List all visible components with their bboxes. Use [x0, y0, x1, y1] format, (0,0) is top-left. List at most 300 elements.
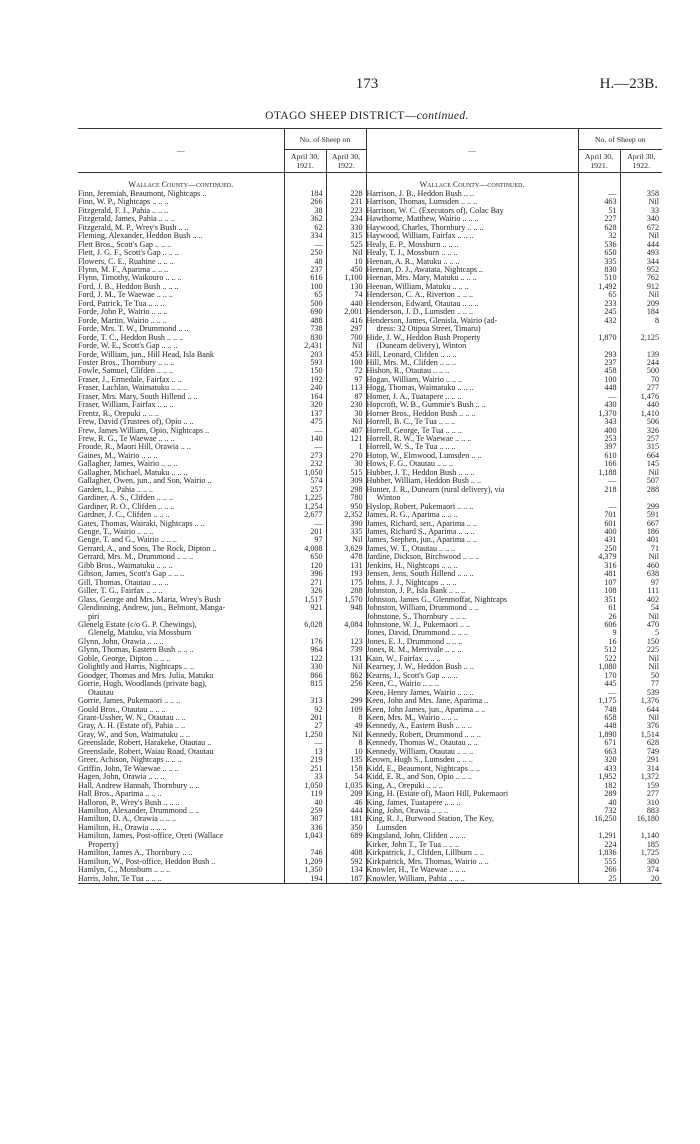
table-row — [78, 283, 662, 291]
right-sheep-1922: 33 — [620, 207, 662, 215]
right-sheep-1922: 470 — [620, 621, 662, 629]
right-owner-name: Harrison, Thomas, Lumsden .. .. .. — [366, 198, 578, 206]
right-sheep-1922: 314 — [620, 765, 662, 773]
right-sheep-1921: 1,188 — [578, 469, 620, 477]
left-sheep-1921: 219 — [284, 756, 326, 764]
right-sheep-1921: — — [578, 503, 620, 511]
right-owner-name: Hubber, William, Heddon Bush .. .. — [366, 477, 578, 485]
right-sheep-1922: 16,180 — [620, 815, 662, 823]
right-sheep-1921: 107 — [578, 579, 620, 587]
right-sheep-1921: 1,870 — [578, 334, 620, 342]
left-sheep-1922: 1,035 — [326, 782, 366, 790]
right-col-1922-header: April 30, 1922. — [620, 150, 662, 173]
left-sheep-1922: 478 — [326, 553, 366, 561]
left-sheep-1922: 315 — [326, 232, 366, 240]
table-row — [78, 274, 662, 282]
right-owner-name: Johnston, James G., Glenmoffat, Nightcaps — [366, 596, 578, 604]
left-sheep-1922: 862 — [326, 672, 366, 680]
left-owner-name: Glass, George and Mrs. Maria, Wrey's Bush — [78, 595, 221, 604]
left-sheep-1922: 739 — [326, 646, 366, 654]
left-sheep-1922: 299 — [326, 697, 366, 705]
right-sheep-1922: 883 — [620, 807, 662, 815]
table-row — [78, 249, 662, 257]
left-sheep-1921 — [284, 841, 326, 849]
right-owner-name: King, James, Tuatapere .. .. .. — [366, 799, 578, 807]
right-sheep-1922: 145 — [620, 460, 662, 468]
left-sheep-1921: 1,254 — [284, 503, 326, 511]
right-sheep-1922 — [620, 494, 662, 502]
left-sheep-1922: 135 — [326, 756, 366, 764]
left-sheep-1921: 1,209 — [284, 858, 326, 866]
table-row — [78, 410, 662, 418]
left-owner-name: Fowle, Samuel, Clifden .. .. .. — [78, 367, 174, 376]
right-owner-name: Jones, David, Drummond .. .. .. — [366, 629, 578, 637]
left-sheep-1922: 4,084 — [326, 621, 366, 629]
page-header — [76, 76, 658, 96]
right-sheep-1922: 150 — [620, 638, 662, 646]
right-owner-name: Hubber, J. T., Heddon Bush .. .. .. — [366, 469, 578, 477]
left-sheep-1921: 1,050 — [284, 469, 326, 477]
right-sheep-1922: 20 — [620, 875, 662, 884]
table-row — [78, 469, 662, 477]
left-owner-name: Goodger, Thomas and Mrs. Julia, Matuku — [78, 671, 214, 680]
left-sheep-1921: 1,517 — [284, 596, 326, 604]
left-sheep-1922: 193 — [326, 570, 366, 578]
page-number: 173 — [355, 76, 379, 92]
right-sheep-1922: 672 — [620, 224, 662, 232]
right-sheep-1922: 1,376 — [620, 697, 662, 705]
left-sheep-1921 — [284, 613, 326, 621]
left-owner-name: Ford, Patrick, Te Tua .. .. .. — [78, 299, 165, 308]
right-owner-name: Knowler, William, Pahia .. .. .. — [366, 875, 578, 884]
left-owner-name: Goble, George, Dipton .. .. .. — [78, 654, 171, 663]
table-row — [78, 646, 662, 654]
table-row — [78, 376, 662, 384]
header-spacer-row — [78, 173, 662, 182]
left-owner-name: Harris, John, Te Tua .. .. .. — [78, 875, 284, 884]
left-sheep-1921: 396 — [284, 570, 326, 578]
left-sheep-1922: 228 — [326, 190, 366, 198]
left-owner-name: Gray, A. H. (Estate of), Pahia .. .. — [78, 722, 186, 731]
table-row — [78, 799, 662, 807]
left-sheep-1922: 335 — [326, 528, 366, 536]
right-owner-name: Horner Bros., Heddon Bush .. .. .. — [366, 410, 578, 418]
table-row — [78, 629, 662, 637]
right-col-1921-header: April 30, 1921. — [578, 150, 620, 173]
left-sheep-1921: — — [284, 443, 326, 451]
right-sheep-1922: 186 — [620, 528, 662, 536]
right-sheep-1922: Nil — [620, 469, 662, 477]
right-sheep-1922: 664 — [620, 452, 662, 460]
right-owner-name: Horrell, R. W., Te Waewae .. .. .. — [366, 435, 578, 443]
left-sheep-1922: 230 — [326, 401, 366, 409]
left-sheep-1922: 444 — [326, 807, 366, 815]
left-owner-name: Forde, T. C., Heddon Bush .. .. .. — [78, 333, 184, 342]
right-sheep-1921: 25 — [578, 875, 620, 884]
left-owner-name: Hamlyn, C., Mossburn .. .. .. — [78, 866, 171, 875]
right-sheep-1922: Nil — [620, 198, 662, 206]
left-sheep-1921: 690 — [284, 308, 326, 316]
right-sheep-1921: 431 — [578, 536, 620, 544]
left-sheep-1922: 689 — [326, 832, 366, 840]
left-owner-name: Gray, W., and Son, Waimatuku .. .. — [78, 730, 190, 739]
table-row — [78, 604, 662, 612]
right-owner-name: Heenan, Mrs. Mary, Matuku .. .. .. — [366, 274, 578, 282]
table-row — [78, 815, 662, 823]
table-row — [78, 384, 662, 392]
right-owner-name: Kennedy, Robert, Drummond .. .. .. — [366, 731, 578, 739]
right-owner-name: Jardine, Dickson, Birchwood .. .. .. — [366, 553, 578, 561]
left-col-1922-header: April 30, 1922. — [326, 150, 366, 173]
right-sheep-1921: 400 — [578, 427, 620, 435]
right-owner-name: Kain, W., Fairfax .. .. .. — [366, 655, 578, 663]
table-row — [78, 570, 662, 578]
left-sheep-1921 — [284, 689, 326, 697]
left-sheep-1921: 137 — [284, 410, 326, 418]
left-sheep-1922: 8 — [326, 714, 366, 722]
left-sheep-1922: 2,352 — [326, 511, 366, 519]
left-owner-name: Gardiner, A. S., Clifden .. .. .. — [78, 494, 173, 503]
right-owner-name: Kennedy, Thomas W., Otautau .. .. — [366, 739, 578, 747]
table-row — [78, 536, 662, 544]
table-row — [78, 613, 662, 621]
left-sheep-1922: 8 — [326, 739, 366, 747]
right-sheep-1922: 209 — [620, 300, 662, 308]
right-owner-name: Kirkpatrick, Mrs. Thomas, Wairio .. .. — [366, 858, 578, 866]
right-sheep-1922: 277 — [620, 384, 662, 392]
left-owner-name: Gould Bros., Otautau .. .. .. — [78, 705, 166, 714]
left-sheep-1922: 256 — [326, 680, 366, 688]
left-sheep-1922: 2,001 — [326, 308, 366, 316]
right-sheep-1922: 358 — [620, 190, 662, 198]
left-sheep-1921: 330 — [284, 663, 326, 671]
left-sheep-1921: 574 — [284, 477, 326, 485]
left-sheep-1922: 1,570 — [326, 596, 366, 604]
left-sheep-1921: 203 — [284, 351, 326, 359]
right-sheep-1921: 108 — [578, 587, 620, 595]
right-sheep-1921: 1,175 — [578, 697, 620, 705]
right-sheep-1922: 111 — [620, 587, 662, 595]
right-sheep-1921: — — [578, 190, 620, 198]
right-owner-name: Kirkpatrick, J., Clifden, Lillburn .. .. — [366, 849, 578, 857]
right-sheep-1922: 225 — [620, 646, 662, 654]
right-sheep-1921: 555 — [578, 858, 620, 866]
right-owner-name: Henderson, J. D., Lumsden .. .. .. — [366, 308, 578, 316]
right-owner-name: Keen, Mrs. M., Wairio .. .. .. — [366, 714, 578, 722]
right-owner-name: Haywood, Charles, Thornbury .. .. .. — [366, 224, 578, 232]
left-sheep-1921: 40 — [284, 799, 326, 807]
right-owner-name: Kennedy, A., Eastern Bush .. .. .. — [366, 722, 578, 730]
right-sheep-1921: 100 — [578, 376, 620, 384]
left-owner-name: Foster Bros., Thornbury .. .. .. — [78, 358, 175, 367]
left-sheep-1922: 515 — [326, 469, 366, 477]
left-sheep-1921: 33 — [284, 773, 326, 781]
right-sheep-1921: 245 — [578, 308, 620, 316]
right-owner-name: Hopcroft, W. B., Gummie's Bush .. .. — [366, 401, 578, 409]
left-sheep-1922: 3,629 — [326, 545, 366, 553]
right-sheep-1921: 16,250 — [578, 815, 620, 823]
table-row — [78, 342, 662, 350]
right-sheep-1922: 500 — [620, 367, 662, 375]
left-owner-name: Grant-Ussher, W. N., Otautau .. .. — [78, 713, 186, 722]
left-owner-name: Gill, Thomas, Otautau .. .. .. — [78, 578, 169, 587]
right-sheep-1921: 432 — [578, 317, 620, 325]
left-sheep-1922: 1 — [326, 443, 366, 451]
right-sheep-1922: 139 — [620, 351, 662, 359]
right-owner-name: Horrell, George, Te Tua .. .. .. — [366, 427, 578, 435]
right-sheep-1921: — — [578, 689, 620, 697]
left-sheep-1922: 297 — [326, 325, 366, 333]
left-sheep-1921: 746 — [284, 849, 326, 857]
left-owner-name: Garden, L., Pahia .. .. .. — [78, 485, 154, 494]
left-sheep-1921: 201 — [284, 714, 326, 722]
left-sheep-1922: 223 — [326, 207, 366, 215]
left-sheep-1921: 27 — [284, 722, 326, 730]
left-owner-name: Halloron, P., Wrey's Bush .. .. .. — [78, 798, 180, 807]
table-row — [78, 773, 662, 781]
right-sheep-1921: 343 — [578, 418, 620, 426]
right-owner-name: Kirker, John T., Te Tua .. .. .. — [366, 841, 578, 849]
left-sheep-1921: 250 — [284, 249, 326, 257]
left-owner-name: Forde, Mrs. T. W., Drummond .. .. — [78, 325, 189, 334]
right-sheep-1922: Nil — [620, 291, 662, 299]
left-owner-name: Hamilton, W., Post-office, Heddon Bush .. — [78, 857, 216, 866]
left-owner-name: Gibb Bros., Waimatuku .. .. .. — [78, 561, 173, 570]
left-sheep-1921: 150 — [284, 367, 326, 375]
right-sheep-1922: 376 — [620, 722, 662, 730]
right-sheep-1921: 658 — [578, 714, 620, 722]
left-owner-name: Flowers, C. E., Ruahine .. .. .. — [78, 257, 174, 266]
left-sheep-1921: 201 — [284, 528, 326, 536]
left-owner-name: Hagen, John, Orawia .. .. .. — [78, 773, 165, 782]
table-row — [78, 418, 662, 426]
left-owner-name: Golightly and Harris, Nightcaps .. .. — [78, 663, 194, 672]
right-sheep-1922: 749 — [620, 748, 662, 756]
right-owner-name: Hawthorne, Matthew, Wairio .. .. .. — [366, 215, 578, 223]
right-owner-name: Kearns, J., Scott's Gap .. .. .. — [366, 672, 578, 680]
right-sheep-1922: Nil — [620, 663, 662, 671]
left-sheep-1922: Nil — [326, 249, 366, 257]
left-sheep-1921: 815 — [284, 680, 326, 688]
table-row — [78, 198, 662, 206]
right-sheep-1922: 8 — [620, 317, 662, 325]
right-owner-name: Kennedy, William, Otautau .. .. .. — [366, 748, 578, 756]
left-sheep-1921: 1,250 — [284, 731, 326, 739]
left-sheep-1921 — [284, 629, 326, 637]
left-sheep-1921: 48 — [284, 258, 326, 266]
right-sheep-1922: 326 — [620, 427, 662, 435]
left-sheep-1921: 488 — [284, 317, 326, 325]
right-sheep-1921: 316 — [578, 562, 620, 570]
right-sheep-1922: 277 — [620, 790, 662, 798]
right-sheep-1922: Nil — [620, 655, 662, 663]
left-owner-name: Flynn, Timothy, Waikouro .. .. .. — [78, 274, 182, 283]
left-sheep-1922: 350 — [326, 824, 366, 832]
table-row — [78, 266, 662, 274]
right-sheep-1921: 224 — [578, 841, 620, 849]
right-sheep-1922: 344 — [620, 258, 662, 266]
right-sheep-1922: 1,476 — [620, 393, 662, 401]
right-owner-name: Kingsland, John, Clifden .. .. .. — [366, 832, 578, 840]
right-sheep-1921 — [578, 342, 620, 350]
left-sheep-1922: 309 — [326, 477, 366, 485]
right-sheep-1922: 374 — [620, 866, 662, 874]
sheep-table — [78, 128, 662, 884]
left-sheep-1921: 251 — [284, 765, 326, 773]
left-owner-name: Gerrard, Mrs. M., Drummond .. .. .. — [78, 553, 194, 562]
left-sheep-1921: 593 — [284, 359, 326, 367]
table-row — [78, 308, 662, 316]
left-sheep-1921: 237 — [284, 266, 326, 274]
left-sheep-1921: 164 — [284, 393, 326, 401]
left-sheep-1922: 131 — [326, 562, 366, 570]
left-sheep-1922 — [326, 689, 366, 697]
left-sheep-1922: Nil — [326, 342, 366, 350]
right-owner-name: Kearney, J. W., Heddon Bush .. .. — [366, 663, 578, 671]
left-sheep-1922: 298 — [326, 486, 366, 494]
left-sheep-1922 — [326, 841, 366, 849]
right-owner-name: Homer, J. A., Tuatapere .. .. .. — [366, 393, 578, 401]
left-owner-name: Forde, W. E., Scott's Gap .. .. .. — [78, 342, 178, 351]
left-sheep-1921 — [284, 181, 326, 189]
right-name-header: — — [366, 129, 578, 173]
left-sheep-1922: 416 — [326, 317, 366, 325]
right-sheep-1921: 522 — [578, 655, 620, 663]
right-owner-name: King, A., Orepuki .. .. .. — [366, 782, 578, 790]
left-sheep-1921: 192 — [284, 376, 326, 384]
right-sheep-1922: 1,725 — [620, 849, 662, 857]
left-owner-name: Glynn, John, Orawia .. .. .. — [78, 637, 164, 646]
left-owner-name: Gorrie, Hugh, Woodlands (private bag), — [78, 680, 207, 689]
right-sheep-1921: 182 — [578, 782, 620, 790]
left-owner-name: Property) — [88, 840, 119, 849]
table-row — [78, 807, 662, 815]
right-owner-name: Kidd, E., Beaumont, Nightcaps .. .. — [366, 765, 578, 773]
right-sheep-1921: 32 — [578, 232, 620, 240]
left-sheep-1922 — [326, 181, 366, 189]
right-sheep-1921: 351 — [578, 596, 620, 604]
table-row — [78, 427, 662, 435]
left-sheep-1922: 209 — [326, 790, 366, 798]
left-sheep-1921: 140 — [284, 435, 326, 443]
right-sheep-1921: 830 — [578, 266, 620, 274]
district-title — [76, 110, 658, 122]
left-sheep-1922: 440 — [326, 300, 366, 308]
left-owner-name: Greenslade, Robert, Harakeke, Otautau .. — [78, 739, 212, 748]
table-row — [78, 232, 662, 240]
right-owner-name: Johnstone, S., Thornbury .. .. .. — [366, 613, 578, 621]
right-owner-name: Wallace County—continued. — [366, 181, 578, 189]
table-row — [78, 756, 662, 764]
left-owner-name: Hamilton, D. A., Orawia .. .. .. — [78, 815, 177, 824]
left-sheep-1922: 130 — [326, 283, 366, 291]
left-owner-name: Ford, J. M., Te Waewae .. .. .. — [78, 291, 173, 300]
table-row — [78, 494, 662, 502]
right-sheep-1922: Nil — [620, 553, 662, 561]
right-sheep-1922: 493 — [620, 249, 662, 257]
right-sheep-1922: 299 — [620, 503, 662, 511]
left-sheep-1922: 407 — [326, 427, 366, 435]
left-sheep-1921: 122 — [284, 655, 326, 663]
left-sheep-1922: 175 — [326, 579, 366, 587]
right-owner-name: Jensen, Jens, South Hillend .. .. .. — [366, 570, 578, 578]
table-row — [78, 241, 662, 249]
left-owner-name: Otautau — [88, 688, 114, 697]
table-row — [78, 528, 662, 536]
right-sheep-1921: 481 — [578, 570, 620, 578]
right-sheep-1921: 293 — [578, 351, 620, 359]
left-owner-name: Hamilton, H., Orawia .. .. .. — [78, 823, 167, 832]
left-sheep-1922: 181 — [326, 815, 366, 823]
right-owner-name: Keen, John and Mrs. Jane, Aparima .. — [366, 697, 578, 705]
table-row — [78, 841, 662, 849]
right-owner-name: Hows, F. G., Otautau .. .. .. — [366, 460, 578, 468]
right-sheep-1922: 2,125 — [620, 334, 662, 342]
left-owner-name: Gates, Thomas, Wairaki, Nightcaps .. .. — [78, 519, 205, 528]
left-sheep-1921: 616 — [284, 274, 326, 282]
left-owner-name: Forde, John P., Wairio .. .. .. — [78, 308, 168, 317]
left-owner-name: Fraser, Lachlan, Waimatuku .. .. .. — [78, 384, 188, 393]
left-owner-name: Gardiner, R. O., Clifden .. .. .. — [78, 502, 175, 511]
right-sheep-1922: 97 — [620, 579, 662, 587]
table-row — [78, 325, 662, 333]
right-owner-name: Keen, C., Wairio .. .. .. — [366, 680, 578, 688]
right-sheep-1922: 5 — [620, 629, 662, 637]
left-owner-name: Fitzgerald, James, Pahia .. .. .. — [78, 215, 175, 224]
table-row — [78, 638, 662, 646]
left-sheep-1922: 948 — [326, 604, 366, 612]
left-owner-name: Griffin, John, Te Waewae .. .. .. — [78, 764, 179, 773]
table-row — [78, 663, 662, 671]
right-sheep-1921: 1,492 — [578, 283, 620, 291]
table-row — [78, 291, 662, 299]
right-sheep-1922: 310 — [620, 799, 662, 807]
right-sheep-1921: 536 — [578, 241, 620, 249]
table-row — [78, 562, 662, 570]
right-sheep-1922: 507 — [620, 477, 662, 485]
left-owner-name: Hamilton, James A., Thornbury .. .. — [78, 849, 193, 858]
right-sheep-1921: 430 — [578, 401, 620, 409]
right-owner-name: Horrell, B. C., Te Tua .. .. .. — [366, 418, 578, 426]
left-sheep-1922: 10 — [326, 748, 366, 756]
left-sheep-1921: 334 — [284, 232, 326, 240]
left-sheep-1922: Nil — [326, 418, 366, 426]
right-sheep-1921: 748 — [578, 706, 620, 714]
right-owner-name: Hogg, Thomas, Waimatuku .. .. .. — [366, 384, 578, 392]
table-row — [78, 520, 662, 528]
left-sheep-1921: 738 — [284, 325, 326, 333]
table-row — [78, 351, 662, 359]
right-sheep-1921: 610 — [578, 452, 620, 460]
left-sheep-1921: 176 — [284, 638, 326, 646]
left-sheep-1921: 38 — [284, 207, 326, 215]
left-sheep-1921: 92 — [284, 706, 326, 714]
left-sheep-1921: 97 — [284, 536, 326, 544]
left-sheep-1922: 525 — [326, 241, 366, 249]
right-sheep-1921: 397 — [578, 443, 620, 451]
right-sheep-1922: 912 — [620, 283, 662, 291]
table-row — [78, 587, 662, 595]
right-owner-name: Hyslop, Robert, Pukemaori .. .. .. — [366, 503, 578, 511]
left-sheep-1921: — — [284, 520, 326, 528]
table-row — [78, 435, 662, 443]
table-row — [78, 672, 662, 680]
right-owner-name: Johnstone, W. J., Pukemaori .. .. — [366, 621, 578, 629]
right-sheep-1921: 463 — [578, 198, 620, 206]
left-owner-name: Gorrie, James, Pukemaori .. .. .. — [78, 697, 181, 706]
left-owner-name: Gaines, M., Wairio .. .. .. — [78, 451, 158, 460]
table-row — [78, 207, 662, 215]
